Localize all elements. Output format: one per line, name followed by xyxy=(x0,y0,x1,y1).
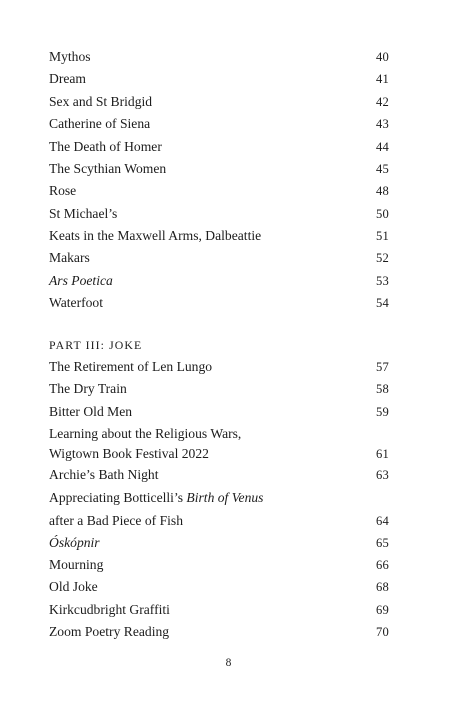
toc-entry xyxy=(49,92,389,112)
toc-entry xyxy=(49,488,389,508)
entry-page-number: 59 xyxy=(376,405,389,419)
entry-title-italic: Birth of Venus xyxy=(186,490,264,505)
entry-page-number: 54 xyxy=(376,296,389,310)
toc-entry xyxy=(49,424,389,444)
toc-entry xyxy=(49,293,389,313)
entry-title: Dream xyxy=(49,71,86,86)
entry-title: The Retirement of Len Lungo xyxy=(49,359,213,374)
entry-page-number: 52 xyxy=(376,251,389,265)
toc-entry xyxy=(49,159,389,179)
toc-entry xyxy=(49,533,389,553)
entry-title: Sex and St Bridgid xyxy=(49,94,153,109)
entry-title: after a Bad Piece of Fish xyxy=(49,513,184,528)
toc-entry xyxy=(49,226,389,246)
toc-entry xyxy=(49,69,389,89)
entry-title: Ars Poetica xyxy=(49,273,113,288)
toc-entry xyxy=(49,181,389,201)
entry-title: Catherine of Siena xyxy=(49,116,151,131)
toc-entry xyxy=(49,402,389,422)
entry-title xyxy=(49,488,263,508)
toc-entry xyxy=(49,357,389,377)
entry-title: Archie’s Bath Night xyxy=(49,467,159,482)
entry-title: Rose xyxy=(49,183,77,198)
entry-title: Waterfoot xyxy=(49,295,104,310)
entry-page-number: 70 xyxy=(376,625,389,639)
entry-title: The Dry Train xyxy=(49,381,127,396)
entry-page-number: 44 xyxy=(376,140,389,154)
entry-page-number: 58 xyxy=(376,382,389,396)
entry-page-number: 40 xyxy=(376,50,389,64)
entry-page-number: 53 xyxy=(376,274,389,288)
entry-title: Zoom Poetry Reading xyxy=(49,624,170,639)
entry-title: The Scythian Women xyxy=(49,161,167,176)
entry-title: The Death of Homer xyxy=(49,139,162,154)
entry-page-number: 45 xyxy=(376,162,389,176)
entry-title: Óskópnir xyxy=(49,535,100,550)
entry-page-number: 57 xyxy=(376,360,389,374)
entry-page-number: 43 xyxy=(376,117,389,131)
section-heading: PART III: JOKE xyxy=(49,338,143,352)
toc-entry xyxy=(49,511,389,531)
toc-entry xyxy=(49,137,389,157)
entry-page-number: 50 xyxy=(376,207,389,221)
toc-entry xyxy=(49,271,389,291)
entry-title: Learning about the Religious Wars, xyxy=(49,426,242,441)
entry-title: St Michael’s xyxy=(49,206,118,221)
entry-title: Wigtown Book Festival 2022 xyxy=(49,446,209,461)
entry-title: Keats in the Maxwell Arms, Dalbeattie xyxy=(49,228,262,243)
entry-title: Bitter Old Men xyxy=(49,404,133,419)
entry-title: Mourning xyxy=(49,557,104,572)
entry-title: Makars xyxy=(49,250,90,265)
page-number: 8 xyxy=(225,657,232,669)
toc-entry xyxy=(49,622,389,642)
entry-page-number: 64 xyxy=(376,514,389,528)
toc-entry xyxy=(49,465,389,485)
entry-title: Kirkcudbright Graffiti xyxy=(49,602,170,617)
toc-entry xyxy=(49,204,389,224)
toc-entry xyxy=(49,600,389,620)
toc-entry xyxy=(49,555,389,575)
entry-page-number: 63 xyxy=(376,468,389,482)
entry-title-prefix: Appreciating Botticelli’s xyxy=(49,490,187,505)
toc-entry xyxy=(49,47,389,67)
toc-entry xyxy=(49,444,389,464)
toc-entry xyxy=(49,379,389,399)
entry-page-number: 51 xyxy=(376,229,389,243)
entry-page-number: 48 xyxy=(376,184,389,198)
entry-page-number: 42 xyxy=(376,95,389,109)
entry-page-number: 66 xyxy=(376,558,389,572)
entry-page-number: 65 xyxy=(376,536,389,550)
toc-entry xyxy=(49,248,389,268)
entry-page-number: 61 xyxy=(376,447,389,461)
entry-title: Mythos xyxy=(49,49,91,64)
entry-page-number: 68 xyxy=(376,580,389,594)
entry-page-number: 69 xyxy=(376,603,389,617)
entry-page-number: 41 xyxy=(376,72,389,86)
toc-entry xyxy=(49,577,389,597)
entry-title: Old Joke xyxy=(49,579,98,594)
toc-entry xyxy=(49,114,389,134)
